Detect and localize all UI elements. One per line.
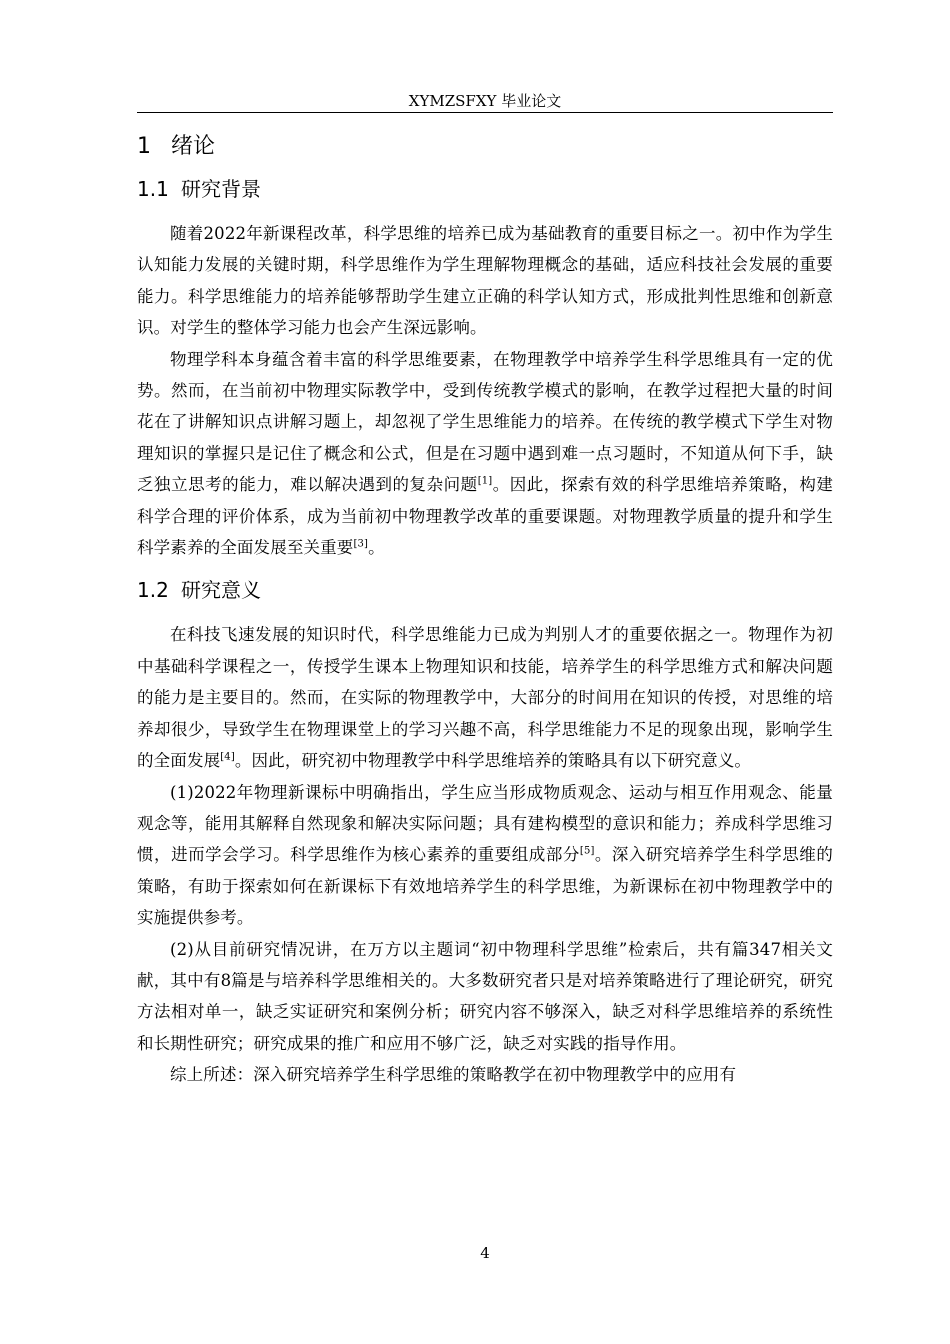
section-number: 1.1 — [137, 177, 169, 201]
section-heading-background — [137, 174, 833, 204]
header-rule — [137, 112, 833, 113]
citation-ref: [1] — [477, 475, 493, 487]
paragraph-background-1: 随着2022年新课程改革，科学思维的培养已成为基础教育的重要目标之一。初中作为学生认知能力发展的关键时期，科学思维作为学生理解物理概念的基础，适应科技社会发展的重要能力。科学思维能力的培养能够帮助学生建立正确的科学认知方式，形成批判性思维和创新意识。对学生的整体学习能力也会产生深远影响。 — [137, 224, 833, 338]
chapter-title: 绪论 — [171, 134, 216, 159]
section-title: 研究意义 — [181, 578, 261, 603]
paragraph-text: 。 — [368, 538, 385, 558]
paragraph-significance-1 — [137, 619, 833, 776]
paragraph-text: 。深入研究培养学生科学思维的策略，有助于探索如何在新课标下有效地培养学生的科学思维，为新课标在初中物理教学中的实施提供参考。 — [137, 845, 833, 928]
section-number: 1.2 — [137, 578, 169, 603]
section-title: 研究背景 — [181, 177, 261, 201]
paragraph-text: 。因此，探索有效的科学思维培养策略，构建科学合理的评价体系，成为当前初中物理教学改革的重要课题。对物理教学质量的提升和学生科学素养的全面发展至关重要 — [137, 475, 833, 558]
paragraph-significance-3: (2)从目前研究情况讲，在万方以主题词“初中物理科学思维”检索后，共有篇347相关文献，其中有8篇是与培养科学思维相关的。大多数研究者只是对培养策略进行了理论研究，研究方法相对单一，缺乏实证研究和案例分析；研究内容不够深入，缺乏对科学思维培养的系统性和长期性研究；研究成果的推广和应用不够广泛，缺乏对实践的指导作用。 — [137, 939, 833, 1053]
paragraph-text: 物理学科本身蕴含着丰富的科学思维要素，在物理教学中培养学生科学思维具有一定的优势。然而，在当前初中物理实际教学中，受到传统教学模式的影响，在教学过程把大量的时间花在了讲解知识点讲解习题上，却忽视了学生思维能力的培养。在传统的教学模式下学生对物理知识的掌握只是记住了概念和公式，但是在习题中遇到难一点习题时，不知道从何下手，缺乏独立思考的能力，难以解决遇到的复杂问题 — [137, 349, 833, 495]
chapter-number: 1 — [137, 134, 151, 159]
paragraph-text: 。因此，研究初中物理教学中科学思维培养的策略具有以下研究意义。 — [234, 751, 752, 771]
section-heading-significance — [137, 575, 833, 605]
running-header: XYMZSFXY 毕业论文 — [408, 92, 562, 110]
paragraph-significance-2 — [137, 777, 833, 934]
chapter-heading — [137, 132, 833, 162]
paragraph-background-2 — [137, 344, 833, 564]
paragraph-significance-4: 综上所述：深入研究培养学生科学思维的策略教学在初中物理教学中的应用有 — [170, 1065, 737, 1085]
page-content — [137, 124, 833, 1091]
page-number: 4 — [480, 1244, 490, 1262]
paragraph-text: 在科技飞速发展的知识时代，科学思维能力已成为判别人才的重要依据之一。物理作为初中基础科学课程之一，传授学生课本上物理知识和技能，培养学生的科学思维方式和解决问题的能力是主要目的。然而，在实际的物理教学中，大部分的时间用在知识的传授，对思维的培养却很少，导致学生在物理课堂上的学习兴趣不高，科学思维能力不足的现象出现，影响学生的全面发展 — [137, 625, 833, 771]
citation-ref: [3] — [353, 538, 369, 550]
citation-ref: [5] — [579, 845, 595, 857]
citation-ref: [4] — [220, 751, 235, 763]
paragraph-text: (1)2022年物理新课标中明确指出，学生应当形成物质观念、运动与相互作用观念、能量观念等，能用其解释自然现象和解决实际问题；具有建构模型的意识和能力；养成科学思维习惯，进而学会学习。科学思维作为核心素养的重要组成部分 — [137, 782, 833, 865]
